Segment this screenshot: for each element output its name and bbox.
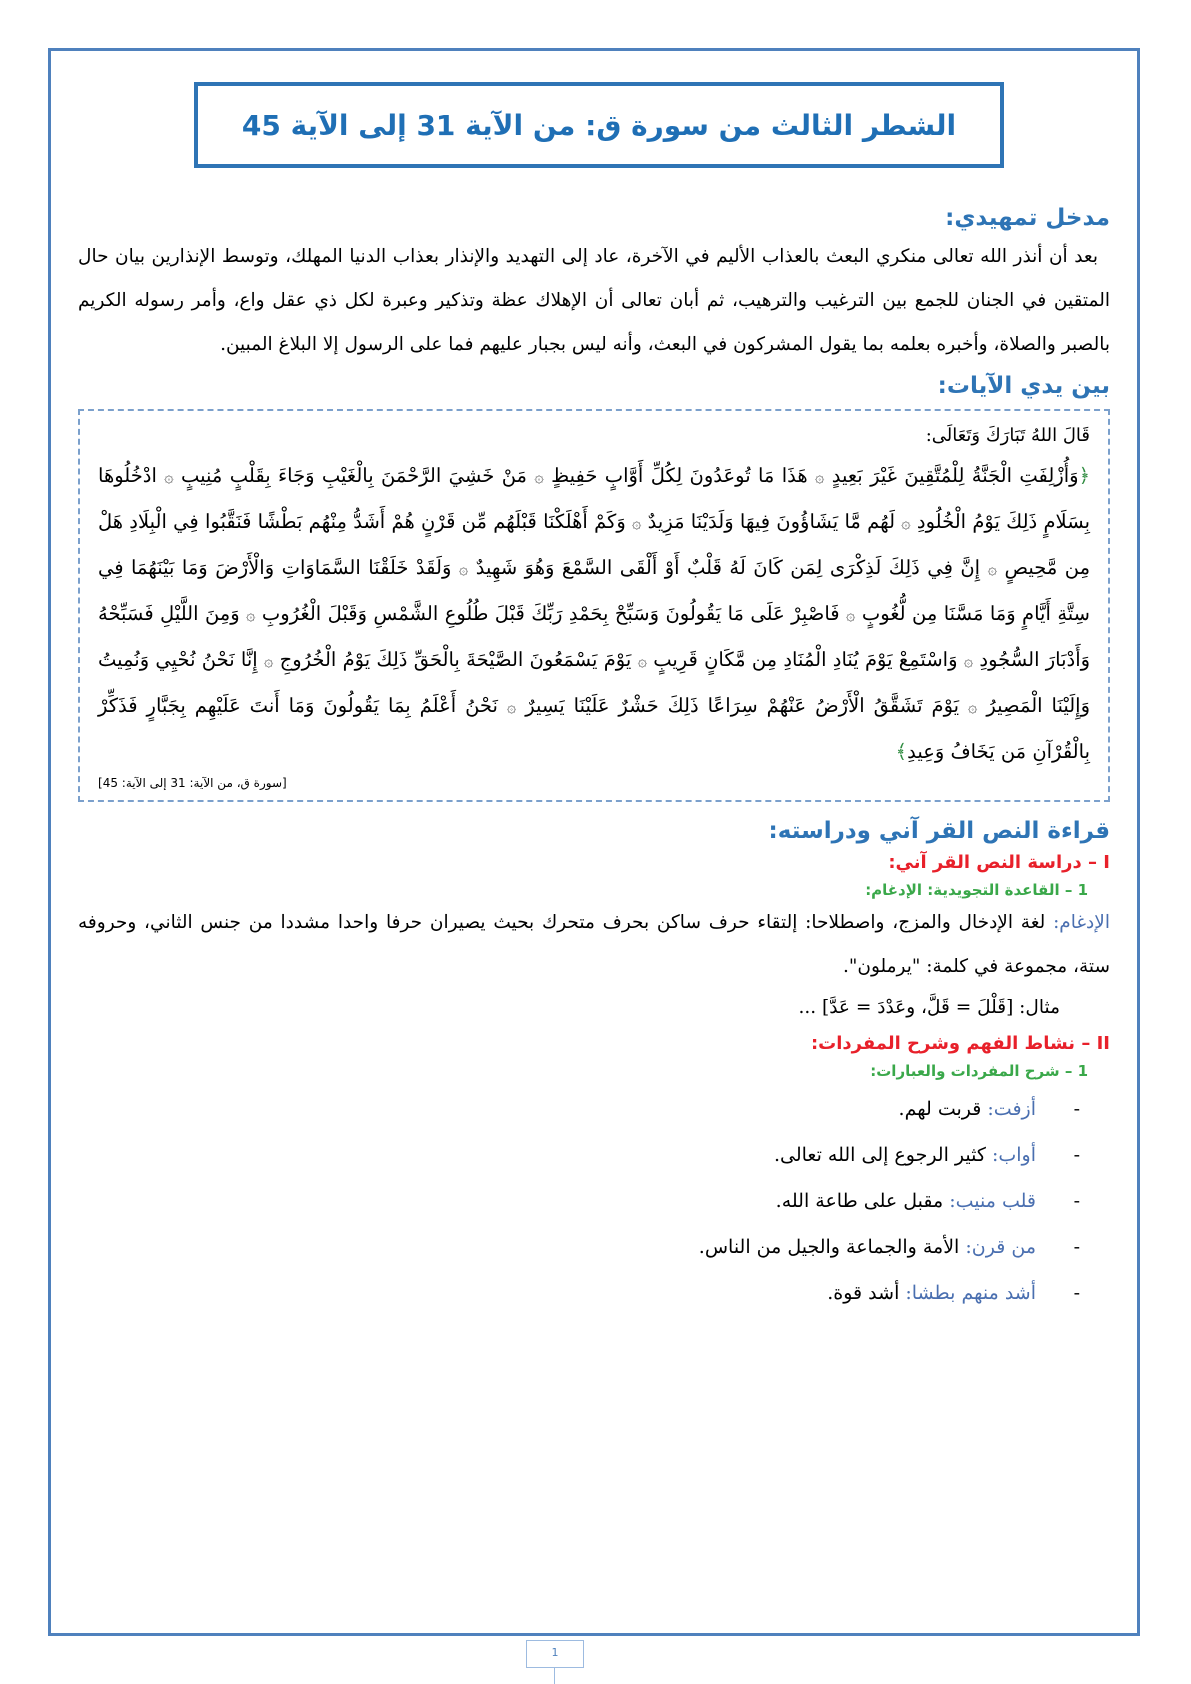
page-number: 1 xyxy=(526,1640,584,1668)
vocab-term: أزفت: xyxy=(987,1098,1036,1120)
list-item xyxy=(78,1178,1080,1224)
intro-heading: مدخل تمهيدي: xyxy=(945,205,1110,231)
list-dash: - xyxy=(1073,1236,1080,1258)
vocabulary-list xyxy=(78,1086,1110,1316)
page-title: الشطر الثالث من سورة ق: من الآية 31 إلى الآية 45 xyxy=(241,108,957,142)
close-bracket: ﴾ xyxy=(895,740,908,763)
verse-separator-icon: ۞ xyxy=(987,559,997,578)
idgham-term: الإدغام: xyxy=(1053,912,1110,933)
vocab-meaning: الأمة والجماعة والجيل من الناس. xyxy=(698,1236,960,1258)
idgham-example: مثال: [قَلْلَ = قَلَّ، وعَدْدَ = عَدَّ] ... xyxy=(798,997,1060,1018)
reading-heading: قراءة النص القر آني ودراسته: xyxy=(768,818,1110,844)
part1-heading: I – دراسة النص القر آني: xyxy=(888,852,1110,873)
quran-intro-line: قَالَ اللهُ تَبَارَكَ وَتَعَالَى: xyxy=(925,425,1090,446)
part2-heading: II – نشاط الفهم وشرح المفردات: xyxy=(810,1033,1110,1054)
verse: إِنَّا نَحْنُ نُحْيِي وَنُمِيتُ وَإِلَيْنَا الْمَصِيرُ xyxy=(98,648,1091,717)
verses-citation: [سورة ق، من الآية: 31 إلى الآية: 45] xyxy=(98,776,287,790)
idgham-definition xyxy=(78,901,1110,989)
list-dash: - xyxy=(1073,1190,1080,1212)
verse: يَوْمَ تَشَقَّقُ الْأَرْضُ عَنْهُمْ سِرَاعًا ذَلِكَ حَشْرٌ عَلَيْنَا يَسِيرٌ xyxy=(525,694,960,717)
vocab-term: من قرن: xyxy=(965,1236,1036,1258)
verse: وَاسْتَمِعْ يَوْمَ يُنَادِ الْمُنَادِ مِن مَّكَانٍ قَرِيبٍ xyxy=(653,648,958,671)
verse-separator-icon: ۞ xyxy=(263,651,274,670)
intro-paragraph: بعد أن أنذر الله تعالى منكري البعث بالعذاب الأليم في الآخرة، عاد إلى التهديد والإنذار بعذاب الدنيا المهلك، وتوسط الإنذارين بيان حال المتقين في الجنان للجمع بين الترغيب والترهيب، ثم أبان تعالى أن الإهلاك عظة وتذكير وعبرة لكل ذي عقل واع، وأمر رسوله الكريم بالصبر والصلاة، وأخبره بعلمه بما يقول المشركون في البعث، وأنه ليس بجبار عليهم فما على الرسول إلا البلاغ المبين. xyxy=(78,246,1110,355)
verse: مَنْ خَشِيَ الرَّحْمَنَ بِالْغَيْبِ وَجَاءَ بِقَلْبٍ مُنِيبٍ xyxy=(181,464,527,487)
verse: لَهُم مَّا يَشَاؤُونَ فِيهَا وَلَدَيْنَا مَزِيدٌ xyxy=(647,510,896,533)
verse: وَمِنَ اللَّيْلِ فَسَبِّحْهُ وَأَدْبَارَ السُّجُودِ xyxy=(98,602,1091,671)
verse-separator-icon: ۞ xyxy=(534,467,544,486)
verse-separator-icon: ۞ xyxy=(815,467,825,486)
list-item xyxy=(78,1270,1080,1316)
vocab-meaning: قربت لهم. xyxy=(898,1098,982,1120)
verse: هَذَا مَا تُوعَدُونَ لِكُلِّ أَوَّابٍ حَفِيظٍ xyxy=(551,464,808,487)
vocab-term: أشد منهم بطشا: xyxy=(905,1282,1036,1304)
document-body xyxy=(78,205,1110,1316)
idgham-text: لغة الإدخال والمزج، واصطلاحا: إلتقاء حرف ساكن بحرف متحرك بحيث يصيران حرفا واحدا مشددا من جنس الثاني، وحروفه ستة، مجموعة في كلمة: "يرملون". xyxy=(78,912,1110,977)
verse-separator-icon: ۞ xyxy=(901,513,911,532)
verse-separator-icon: ۞ xyxy=(164,467,174,486)
vocab-meaning: مقبل على طاعة الله. xyxy=(775,1190,944,1212)
verse: وَلَقَدْ خَلَقْنَا السَّمَاوَاتِ وَالْأَرْضَ وَمَا بَيْنَهُمَا فِي سِتَّةِ أَيَّامٍ وَمَا مَسَّنَا مِن لُّغُوبٍ xyxy=(98,556,1090,625)
verse: فَاصْبِرْ عَلَى مَا يَقُولُونَ وَسَبِّحْ بِحَمْدِ رَبِّكَ قَبْلَ طُلُوعِ الشَّمْسِ وَقَبْلَ الْغُرُوبِ xyxy=(261,602,840,625)
verse-separator-icon: ۞ xyxy=(637,651,647,670)
verse-separator-icon: ۞ xyxy=(458,559,469,578)
verse: يَوْمَ يَسْمَعُونَ الصَّيْحَةَ بِالْحَقِّ ذَلِكَ يَوْمُ الْخُرُوجِ xyxy=(279,648,632,671)
list-item xyxy=(78,1132,1080,1178)
verse: نَحْنُ أَعْلَمُ بِمَا يَقُولُونَ وَمَا أَنتَ عَلَيْهِم بِجَبَّارٍ فَذَكِّرْ بِالْقُرْآنِ مَن يَخَافُ وَعِيدِ xyxy=(98,694,1090,763)
verse: إِنَّ فِي ذَلِكَ لَذِكْرَى لِمَن كَانَ لَهُ قَلْبٌ أَوْ أَلْقَى السَّمْعَ وَهُوَ شَهِيدٌ xyxy=(475,556,981,579)
open-bracket: ﴿ xyxy=(1078,464,1091,487)
quran-verses-text xyxy=(98,453,1090,774)
list-dash: - xyxy=(1073,1282,1080,1304)
vocab-term: قلب منيب: xyxy=(949,1190,1036,1212)
page-number-connector xyxy=(554,1668,555,1684)
verse-separator-icon: ۞ xyxy=(246,605,256,624)
title-box xyxy=(194,82,1004,168)
verse-separator-icon: ۞ xyxy=(632,513,642,532)
tajweed-heading: 1 – القاعدة التجويدية: الإدغام: xyxy=(865,881,1088,899)
verse: وَكَمْ أَهْلَكْنَا قَبْلَهُم مِّن قَرْنٍ هُمْ أَشَدُّ مِنْهُم بَطْشًا فَنَقَّبُوا فِي الْبِلَادِ هَلْ مِن مَّحِيصٍ xyxy=(98,510,1091,579)
verse: ادْخُلُوهَا بِسَلَامٍ ذَلِكَ يَوْمُ الْخُلُودِ xyxy=(98,464,1091,533)
verses-heading: بين يدي الآيات: xyxy=(937,373,1110,399)
list-dash: - xyxy=(1073,1098,1080,1120)
verse-separator-icon: ۞ xyxy=(506,697,517,716)
vocab-meaning: كثير الرجوع إلى الله تعالى. xyxy=(773,1144,986,1166)
vocab-meaning: أشد قوة. xyxy=(827,1282,900,1304)
verse-separator-icon: ۞ xyxy=(968,697,978,716)
list-dash: - xyxy=(1073,1144,1080,1166)
quran-verses-box xyxy=(78,409,1110,802)
list-item xyxy=(78,1086,1080,1132)
verse-separator-icon: ۞ xyxy=(846,605,856,624)
vocabulary-heading: 1 – شرح المفردات والعبارات: xyxy=(870,1062,1088,1080)
list-item xyxy=(78,1224,1080,1270)
verse-separator-icon: ۞ xyxy=(963,651,974,670)
verse: وَأُزْلِفَتِ الْجَنَّةُ لِلْمُتَّقِينَ غَيْرَ بَعِيدٍ xyxy=(831,464,1079,487)
vocab-term: أواب: xyxy=(991,1144,1036,1166)
